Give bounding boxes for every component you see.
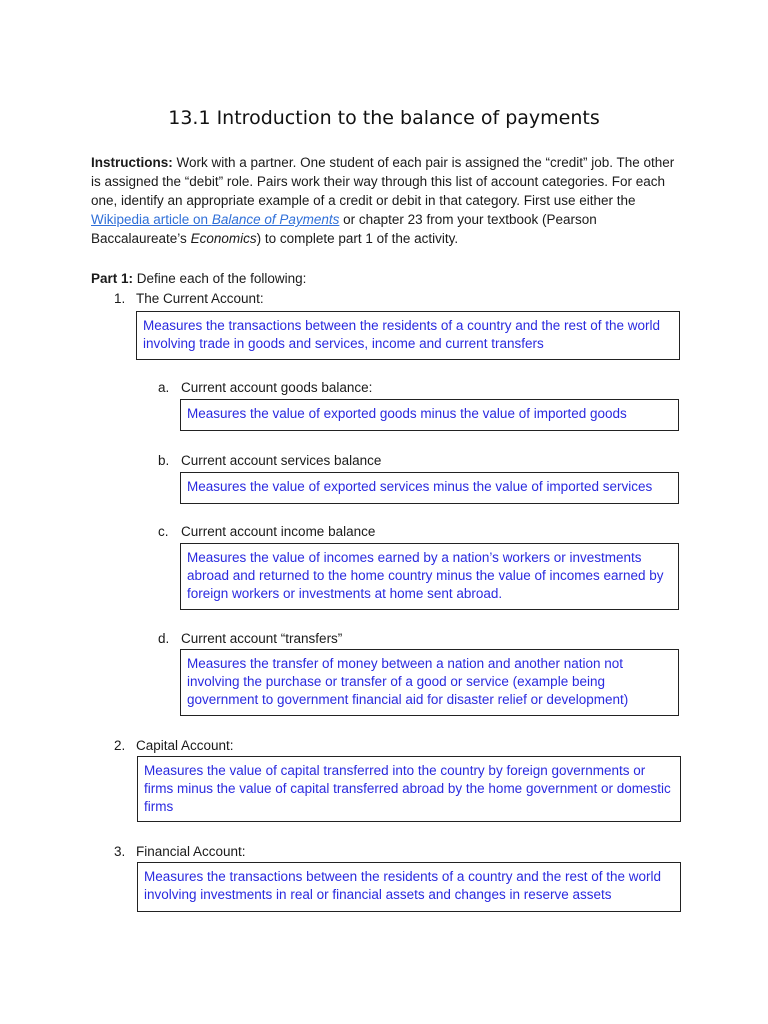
sub-item-letter: a. <box>158 380 170 395</box>
answer-box-income-balance: Measures the value of incomes earned by a nation’s workers or investments abroad and returned to the home country minus the value of incomes earned by foreign workers or investments at home sent abroad. <box>180 543 679 610</box>
list-item-label: Financial Account: <box>136 844 246 859</box>
instructions-label: Instructions: <box>91 155 173 170</box>
list-item-number: 1. <box>114 291 126 306</box>
answer-box-services-balance: Measures the value of exported services minus the value of imported services <box>180 472 679 504</box>
answer-box-current-account: Measures the transactions between the residents of a country and the rest of the world involving trade in goods and services, income and current transfers <box>136 311 680 360</box>
answer-box-financial-account: Measures the transactions between the residents of a country and the rest of the world involving investments in real or financial assets and changes in reserve assets <box>137 862 681 912</box>
wikipedia-link-text: Wikipedia article on <box>91 212 212 227</box>
instructions-text-1: Work with a partner. One student of each pair is assigned the “credit” job. The other is assigned the “debit” role. Pairs work their way through this list of account categories. For each one, identify an appropriate example of a credit or debit in that category. First use either the <box>91 155 675 208</box>
list-item-capital-account <box>114 736 234 755</box>
list-item-number: 3. <box>114 844 126 859</box>
sub-item-letter: d. <box>158 631 170 646</box>
list-item-label: The Current Account: <box>136 291 264 306</box>
sub-item-goods-balance <box>158 378 372 397</box>
part1-label: Part 1: <box>91 271 134 286</box>
instructions-text-3: ) to complete part 1 of the activity. <box>256 231 459 246</box>
list-item-financial-account <box>114 842 246 861</box>
sub-item-label: Current account income balance <box>181 524 376 539</box>
sub-item-label: Current account “transfers” <box>181 631 343 646</box>
list-item-current-account <box>114 289 264 308</box>
answer-box-transfers: Measures the transfer of money between a nation and another nation not involving the purchase or transfer of a good or service (example being government to government financial aid for disaster relief or development) <box>180 649 679 716</box>
list-item-number: 2. <box>114 738 126 753</box>
wikipedia-link[interactable] <box>91 212 339 227</box>
wikipedia-link-title: Balance of Payments <box>211 212 340 227</box>
sub-item-services-balance <box>158 451 381 470</box>
sub-item-letter: c. <box>158 524 169 539</box>
answer-box-capital-account: Measures the value of capital transferred into the country by foreign governments or firms minus the value of capital transferred abroad by the home government or domestic firms <box>137 756 681 822</box>
sub-item-letter: b. <box>158 453 170 468</box>
sub-item-label: Current account goods balance: <box>181 380 373 395</box>
instructions-paragraph <box>91 153 681 248</box>
sub-item-transfers <box>158 629 342 648</box>
list-item-label: Capital Account: <box>136 738 234 753</box>
page-title: 13.1 Introduction to the balance of payments <box>168 107 600 129</box>
answer-box-goods-balance: Measures the value of exported goods minus the value of imported goods <box>180 399 679 431</box>
part1-text: Define each of the following: <box>133 271 307 286</box>
sub-item-income-balance <box>158 522 375 541</box>
instructions-text-2: or chapter 23 from your textbook (Pearson Baccalaureate’s <box>91 212 597 246</box>
part1-heading <box>91 269 681 288</box>
book-title: Economics <box>190 231 257 246</box>
sub-item-label: Current account services balance <box>181 453 382 468</box>
